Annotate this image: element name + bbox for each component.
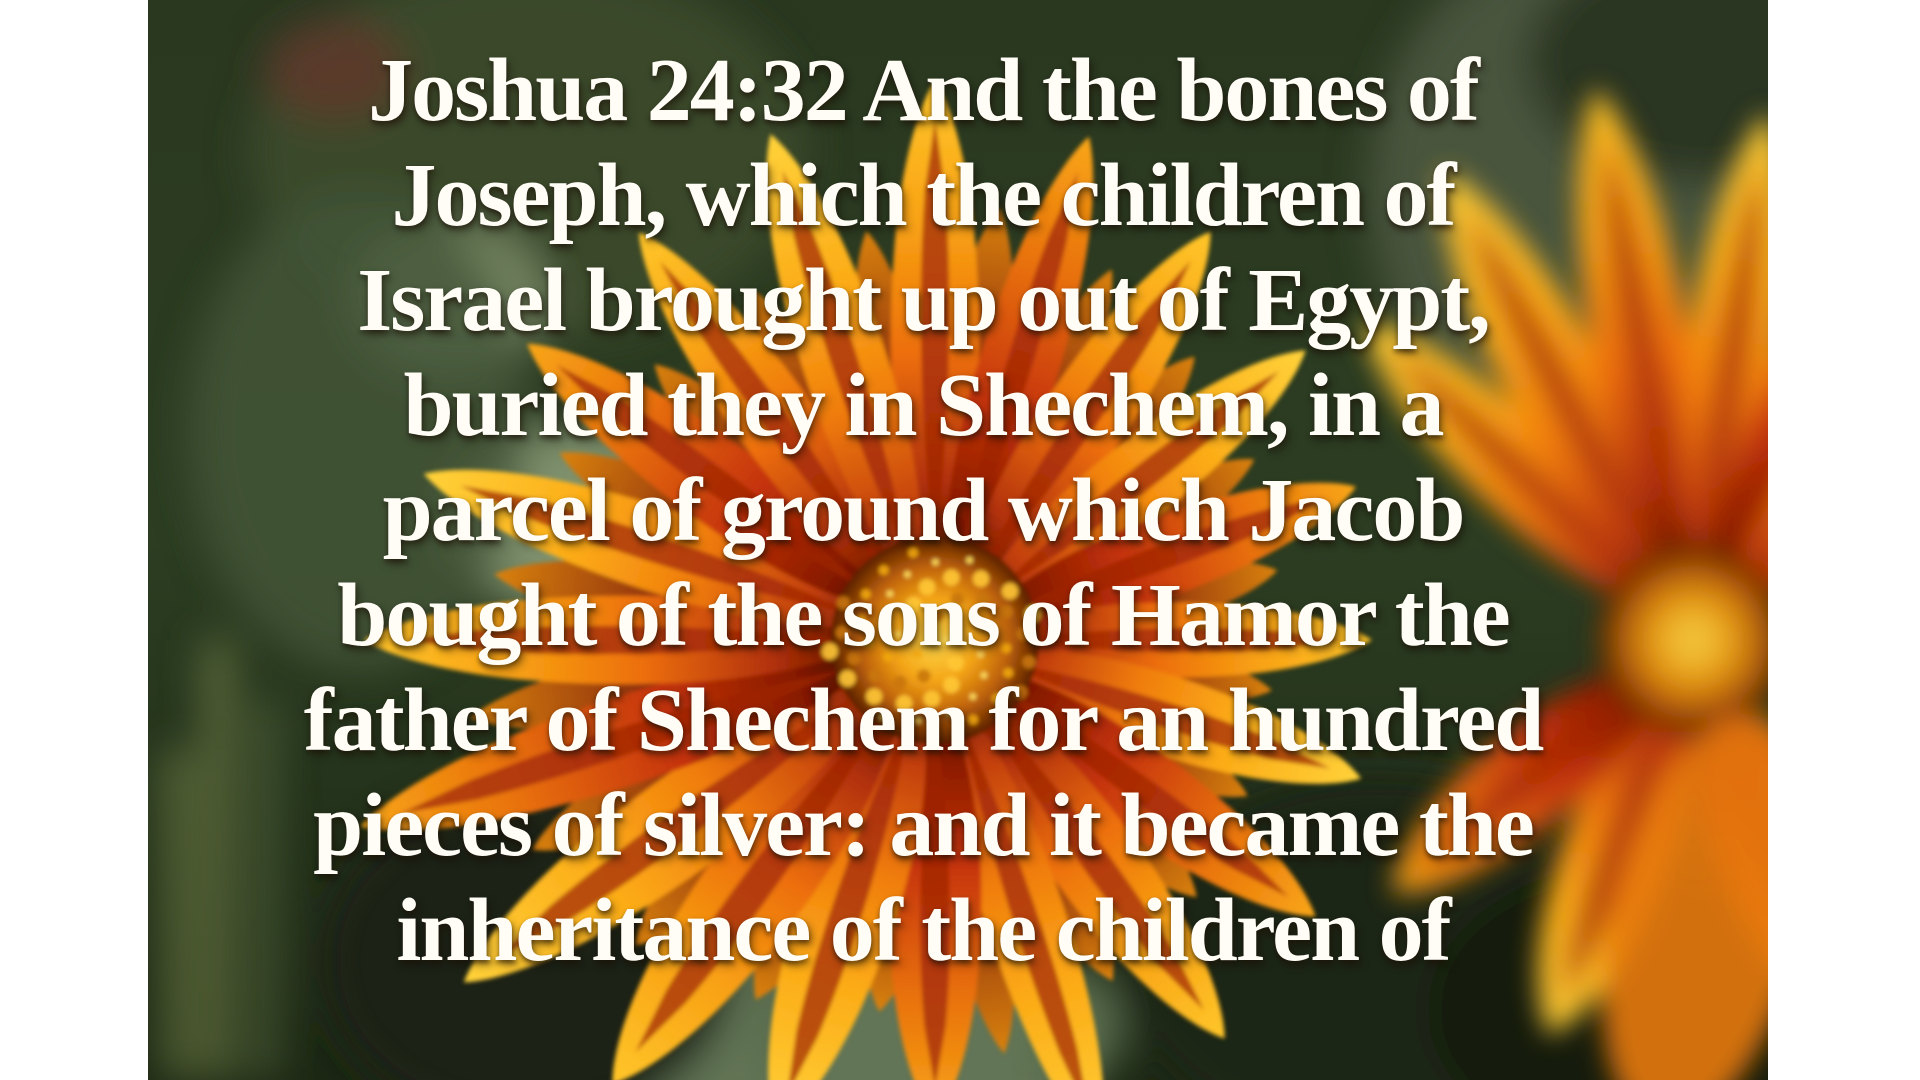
- verse-line: buried they in Shechem, in a: [403, 356, 1443, 455]
- left-white-margin: [0, 0, 148, 1080]
- verse-line: Israel brought up out of Egypt,: [357, 251, 1489, 350]
- verse-line: pieces of silver: and it became the: [313, 776, 1533, 875]
- verse-line: Joshua 24:32 And the bones of: [368, 41, 1478, 140]
- right-white-margin: [1768, 0, 1920, 1080]
- verse-line: father of Shechem for an hundred: [303, 671, 1543, 770]
- verse-overlay: [148, 38, 1768, 983]
- verse-line: parcel of ground which Jacob: [382, 461, 1464, 560]
- verse-line: inheritance of the children of: [396, 881, 1450, 980]
- verse-line: Joseph, which the children of: [391, 146, 1455, 245]
- verse-line: bought of the sons of Hamor the: [337, 566, 1509, 665]
